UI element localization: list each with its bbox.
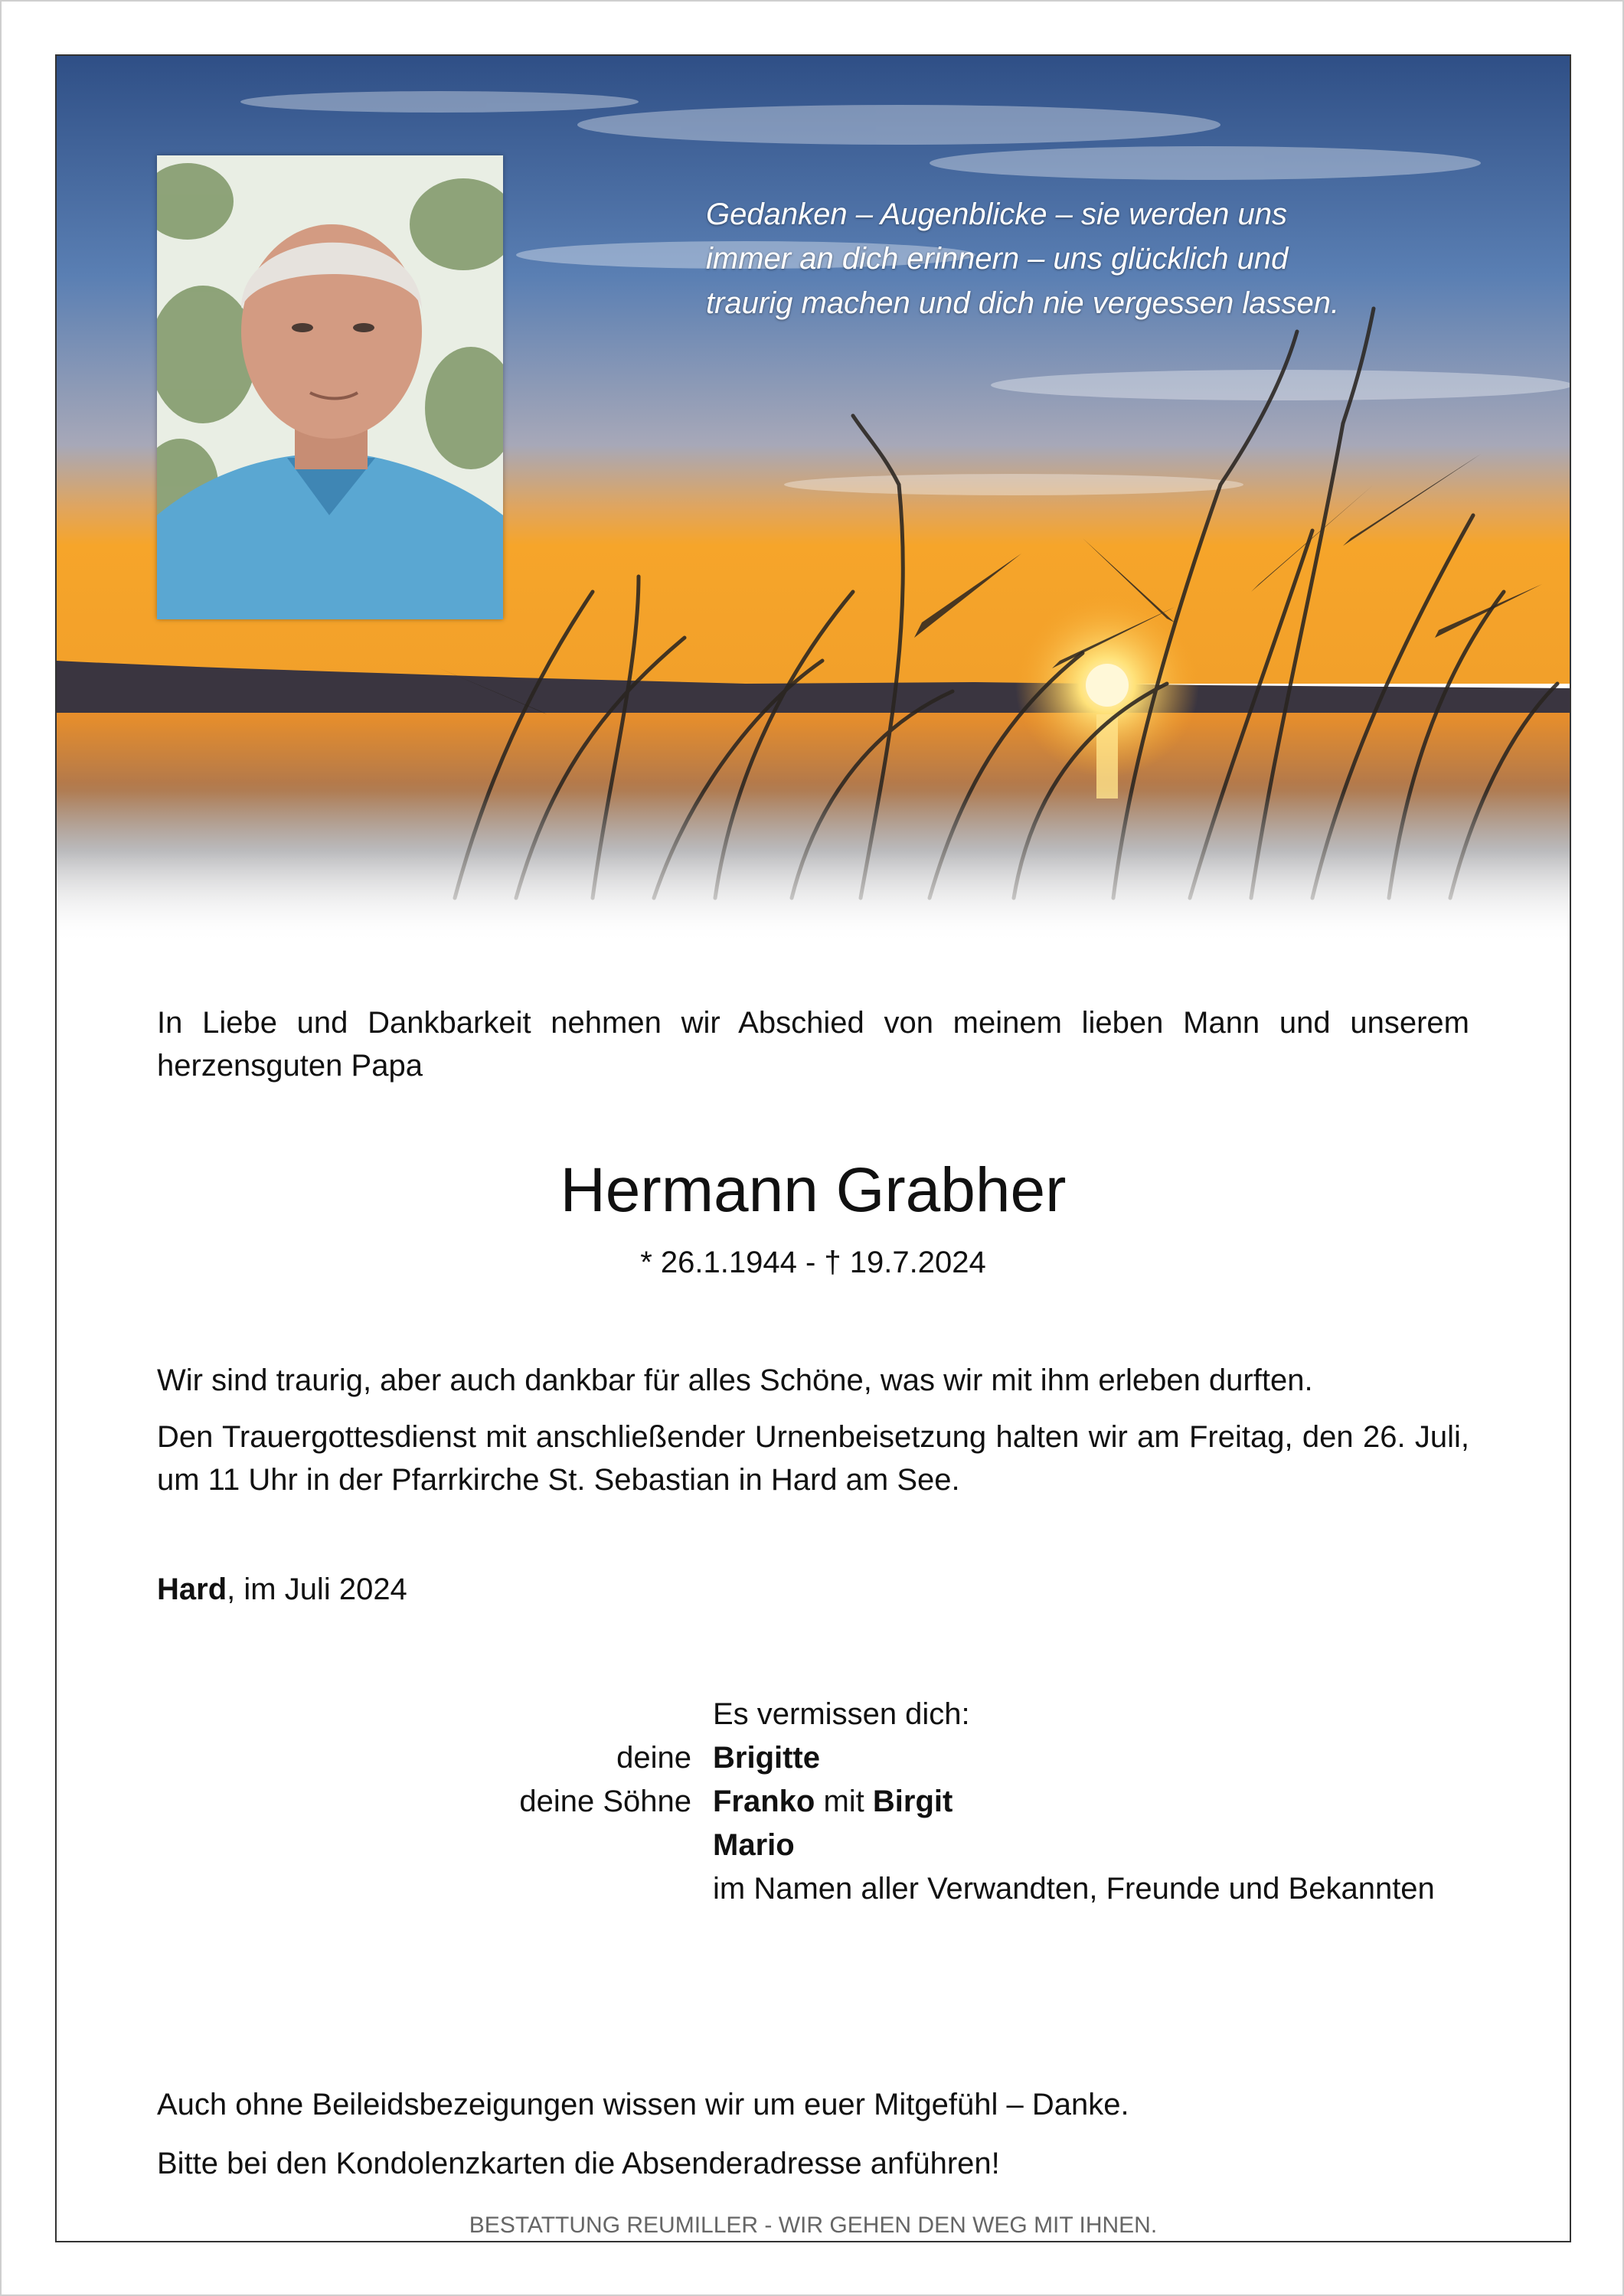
closing-request: Bitte bei den Kondolenzkarten die Absenderadresse anführen!	[157, 2147, 1000, 2180]
intro-text: In Liebe und Dankbarkeit nehmen wir Abschied von meinem lieben Mann und unserem herzensguten Papa	[157, 1006, 1469, 1083]
mourner-name: Brigitte	[713, 1741, 820, 1775]
deceased-name: Hermann Grabher	[560, 1155, 1067, 1225]
mourners-list	[157, 1693, 1469, 1911]
obituary-card	[55, 54, 1571, 2242]
mourner-name: Franko	[713, 1785, 815, 1818]
place-date: , im Juli 2024	[227, 1573, 407, 1606]
funeral-service-text: Den Trauergottesdienst mit anschließender Urnenbeisetzung halten wir am Freitag, den 26. Juli, um 11 Uhr in der Pfarrkirche St. Sebastian in Hard am See.	[157, 1420, 1469, 1497]
gratitude-text: Wir sind traurig, aber auch dankbar für alles Schöne, was wir mit ihm erleben durften.	[157, 1364, 1313, 1397]
relation-label: deine	[616, 1741, 691, 1775]
memorial-quote: Gedanken – Augenblicke – sie werden uns immer an dich erinnern – uns glücklich und traurig machen und dich nie vergessen lassen.	[706, 198, 1340, 320]
mourners-heading-row	[157, 1693, 1469, 1736]
mourner-name: Birgit	[872, 1785, 953, 1818]
place-and-date	[157, 1568, 1469, 1611]
mourner-name: Mario	[713, 1828, 795, 1862]
closing-thanks: Auch ohne Beileidsbezeigungen wissen wir um euer Mitgefühl – Danke.	[157, 2088, 1129, 2121]
mourner-row-wife	[157, 1736, 1469, 1780]
mourner-row-son2	[157, 1824, 1469, 1867]
portrait-photo	[157, 155, 503, 619]
mourner-row-others	[157, 1867, 1469, 1911]
funeral-home-footer: BESTATTUNG REUMILLER - WIR GEHEN DEN WEG MIT IHNEN.	[469, 2213, 1158, 2238]
mourners-others: im Namen aller Verwandten, Freunde und Bekannten	[713, 1872, 1435, 1906]
connector-text: mit	[815, 1785, 873, 1818]
mourner-row-son1	[157, 1780, 1469, 1824]
place-town: Hard	[157, 1573, 227, 1606]
relation-label: deine Söhne	[519, 1785, 691, 1818]
mourners-heading: Es vermissen dich:	[713, 1697, 970, 1731]
life-dates: * 26.1.1944 - † 19.7.2024	[640, 1246, 986, 1279]
